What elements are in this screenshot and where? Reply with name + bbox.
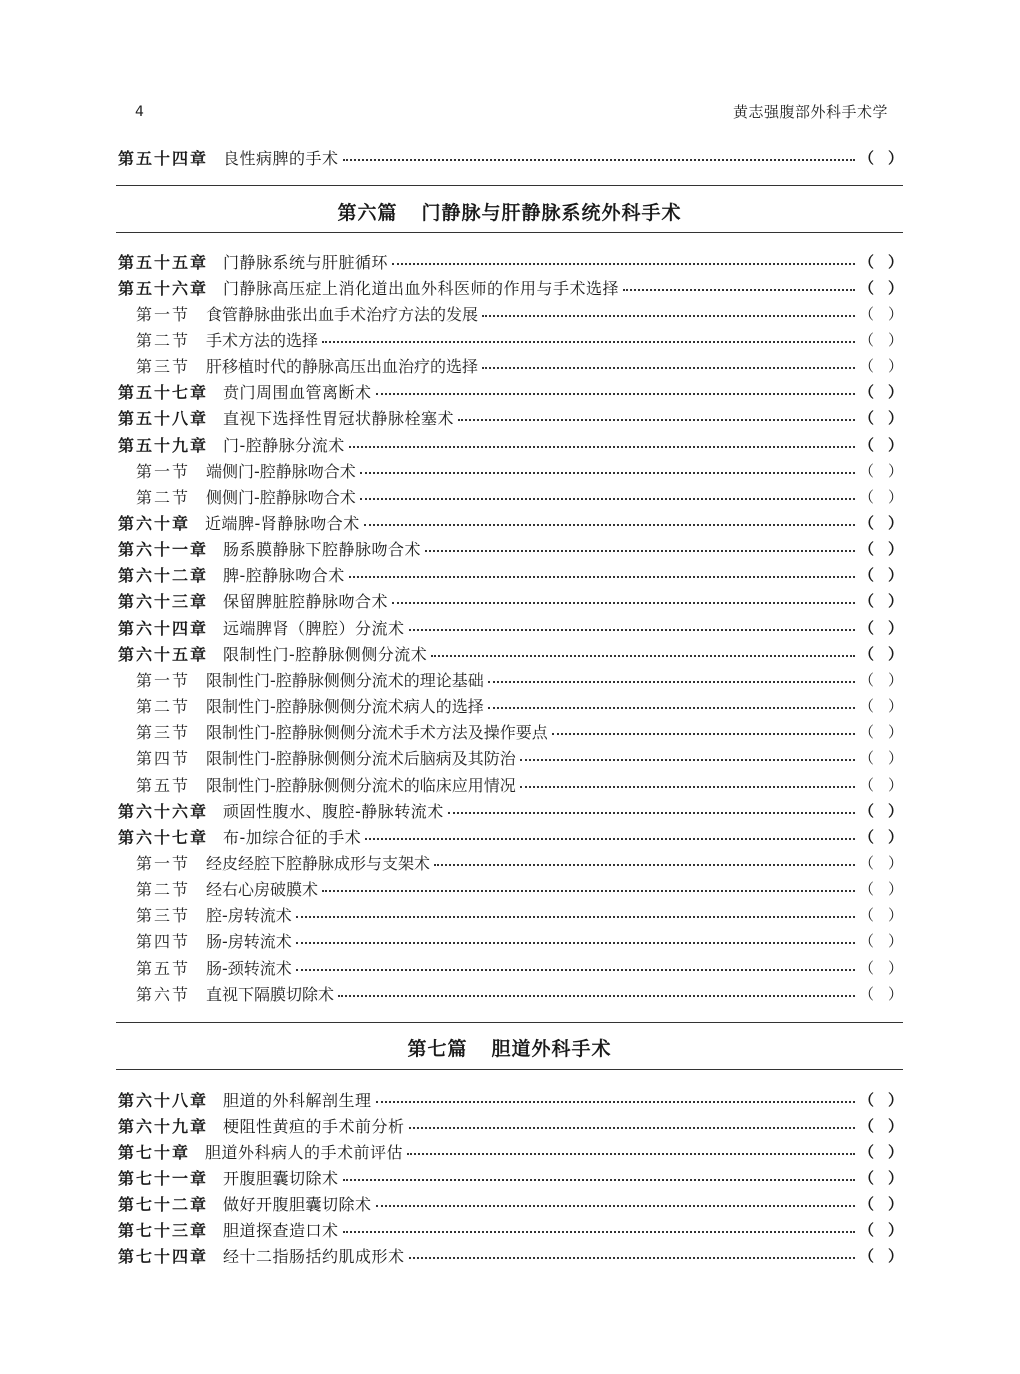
entry-label: 第四节 — [136, 749, 191, 769]
page-ref-open: （ — [859, 906, 875, 925]
page-ref-close: ） — [887, 566, 903, 585]
entry-title: 侧侧门-腔静脉吻合术 — [206, 487, 356, 507]
dot-leader — [488, 706, 855, 709]
page-ref-placeholder — [859, 303, 903, 324]
dot-leader — [338, 994, 855, 997]
dot-leader — [365, 837, 855, 840]
page-ref-open: （ — [859, 566, 875, 585]
entry-label: 第三节 — [136, 357, 191, 377]
page-ref-close: ） — [887, 1221, 903, 1240]
horizontal-rule — [116, 232, 903, 233]
page-ref-close: ） — [887, 670, 903, 689]
entry-title: 贲门周围血管离断术 — [223, 383, 372, 403]
page-ref-close: ） — [887, 644, 903, 663]
page-ref-placeholder — [859, 512, 903, 533]
page-ref-close: ） — [887, 906, 903, 925]
page-ref-close: ） — [887, 383, 903, 402]
toc-chapter-entry — [118, 405, 903, 431]
entry-label: 第五十八章 — [118, 409, 209, 429]
page-ref-close: ） — [887, 540, 903, 559]
toc-section-entry — [118, 353, 903, 379]
entry-title: 良性病脾的手术 — [223, 148, 339, 168]
page-ref-open: （ — [859, 1247, 875, 1266]
part-heading — [116, 198, 903, 225]
horizontal-rule — [116, 1022, 903, 1023]
entry-label: 第六十七章 — [118, 827, 209, 847]
entry-label: 第七十二章 — [118, 1195, 209, 1215]
entry-title: 肠-颈转流术 — [206, 958, 292, 978]
page-ref-open: （ — [859, 670, 875, 689]
toc-section-entry — [118, 300, 903, 326]
entry-label: 第六十章 — [118, 514, 191, 533]
page-ref-open: （ — [859, 435, 875, 454]
page-ref-placeholder — [859, 747, 903, 768]
page-ref-open: （ — [859, 775, 875, 794]
page-ref-close: ） — [887, 1247, 903, 1266]
entry-label: 第五十五章 — [118, 252, 209, 272]
dot-leader — [458, 418, 855, 421]
page-ref-close: ） — [887, 461, 903, 480]
dot-leader — [482, 366, 855, 369]
dot-leader — [322, 889, 855, 892]
entry-label: 第四节 — [136, 932, 191, 952]
entry-label: 第六十九章 — [118, 1116, 209, 1136]
page-ref-close: ） — [887, 723, 903, 742]
page-ref-placeholder — [859, 1193, 903, 1214]
entry-title: 肠系膜静脉下腔静脉吻合术 — [223, 540, 422, 560]
entry-title: 限制性门-腔静脉侧侧分流术后脑病及其防治 — [206, 749, 516, 769]
entry-label: 第五十四章 — [118, 148, 209, 168]
toc-chapter-entry — [118, 588, 903, 614]
page-ref-open: （ — [859, 409, 875, 428]
entry-title: 限制性门-腔静脉侧侧分流术 — [223, 644, 428, 664]
page-ref-placeholder — [859, 590, 903, 611]
page-ref-placeholder — [859, 434, 903, 455]
dot-leader — [552, 732, 855, 735]
toc-chapter-entry — [118, 1164, 903, 1190]
dot-leader — [376, 1204, 855, 1207]
toc-chapter-entry — [118, 431, 903, 457]
page-ref-placeholder — [859, 904, 903, 925]
entry-title: 布-加综合征的手术 — [223, 827, 362, 847]
entry-label: 第六十四章 — [118, 618, 209, 638]
entry-title: 肠-房转流术 — [206, 932, 292, 952]
toc-section-entry — [118, 457, 903, 483]
page-ref-open: （ — [859, 618, 875, 637]
page-ref-close: ） — [887, 435, 903, 454]
page-ref-open: （ — [859, 880, 875, 899]
dot-leader — [409, 1126, 855, 1129]
page-ref-close: ） — [887, 775, 903, 794]
page-ref-open: （ — [859, 801, 875, 820]
entry-label: 第六十三章 — [118, 592, 209, 612]
dot-leader — [409, 628, 855, 631]
page-ref-close: ） — [887, 1168, 903, 1187]
toc-section-entry — [118, 745, 903, 771]
page-ref-open: （ — [859, 984, 875, 1003]
page-ref-placeholder — [859, 852, 903, 873]
entry-title: 经十二指肠括约肌成形术 — [223, 1247, 405, 1267]
page-ref-close: ） — [887, 148, 903, 167]
page-ref-open: （ — [859, 278, 875, 297]
part-label: 第六篇 — [337, 202, 398, 224]
toc-section-entry — [118, 876, 903, 902]
entry-label: 第六十一章 — [118, 540, 209, 560]
page-ref-open: （ — [859, 749, 875, 768]
dot-leader — [520, 758, 855, 761]
page-ref-close: ） — [887, 1116, 903, 1135]
dot-leader — [376, 392, 855, 395]
dot-leader — [343, 158, 855, 161]
page-ref-placeholder — [859, 930, 903, 951]
toc-section-entry — [118, 980, 903, 1006]
page-ref-close: ） — [887, 487, 903, 506]
page-ref-close: ） — [887, 618, 903, 637]
toc-section-entry — [118, 693, 903, 719]
entry-label: 第一节 — [136, 670, 191, 690]
page-ref-placeholder — [859, 355, 903, 376]
page-ref-open: （ — [859, 148, 875, 167]
page-ref-placeholder — [859, 721, 903, 742]
toc-chapter-entry — [118, 640, 903, 666]
dot-leader — [360, 497, 855, 500]
dot-leader — [343, 1230, 855, 1233]
page-ref-close: ） — [887, 252, 903, 271]
page-ref-open: （ — [859, 592, 875, 611]
toc-section-entry — [118, 902, 903, 928]
toc-chapter-entry — [118, 274, 903, 300]
page-ref-open: （ — [859, 1116, 875, 1135]
entry-title: 胆道探查造口术 — [223, 1221, 339, 1241]
page-ref-close: ） — [887, 592, 903, 611]
page-ref-close: ） — [887, 958, 903, 977]
toc-chapter-entry — [118, 510, 903, 536]
entry-label: 第二节 — [136, 880, 191, 900]
horizontal-rule — [116, 1069, 903, 1070]
page-ref-placeholder — [859, 564, 903, 585]
toc-chapter-entry — [118, 823, 903, 849]
entry-title: 限制性门-腔静脉侧侧分流术的临床应用情况 — [206, 775, 516, 795]
entry-title: 远端脾肾（脾腔）分流术 — [223, 618, 405, 638]
page-ref-open: （ — [859, 1221, 875, 1240]
dot-leader — [623, 288, 855, 291]
page-ref-close: ） — [887, 853, 903, 872]
dot-leader — [448, 811, 855, 814]
page-ref-placeholder — [859, 147, 903, 168]
page-ref-placeholder — [859, 1089, 903, 1110]
toc-chapter-entry — [118, 562, 903, 588]
part-title: 门静脉与肝静脉系统外科手术 — [421, 202, 682, 224]
page-ref-close: ） — [887, 749, 903, 768]
entry-label: 第二节 — [136, 487, 191, 507]
entry-title: 门静脉高压症上消化道出血外科医师的作用与手术选择 — [223, 278, 620, 298]
dot-leader — [296, 915, 855, 918]
entry-title: 手术方法的选择 — [206, 330, 319, 350]
entry-title: 脾-腔静脉吻合术 — [223, 566, 345, 586]
page-ref-placeholder — [859, 957, 903, 978]
toc-section-entry — [118, 849, 903, 875]
page-ref-placeholder — [859, 826, 903, 847]
page-ref-open: （ — [859, 1090, 875, 1109]
toc-chapter-entry — [118, 1086, 903, 1112]
page-ref-placeholder — [859, 277, 903, 298]
page-ref-close: ） — [887, 801, 903, 820]
page-ref-placeholder — [859, 381, 903, 402]
toc-chapter-entry — [118, 536, 903, 562]
page-ref-open: （ — [859, 827, 875, 846]
entry-label: 第六十六章 — [118, 801, 209, 821]
toc-section-entry — [118, 666, 903, 692]
entry-title: 直视下选择性胃冠状静脉栓塞术 — [223, 409, 455, 429]
dot-leader — [392, 601, 855, 604]
entry-title: 限制性门-腔静脉侧侧分流术手术方法及操作要点 — [206, 723, 548, 743]
page-ref-placeholder — [859, 1115, 903, 1136]
page-ref-close: ） — [887, 514, 903, 532]
dot-leader — [349, 575, 855, 578]
toc-chapter-entry — [118, 1138, 903, 1164]
entry-label: 第五十七章 — [118, 383, 209, 403]
page-ref-open: （ — [859, 252, 875, 271]
dot-leader — [296, 941, 855, 944]
entry-title: 保留脾脏腔静脉吻合术 — [223, 592, 389, 612]
page-ref-placeholder — [859, 643, 903, 664]
entry-title: 近端脾-肾静脉吻合术 — [205, 514, 360, 533]
entry-label: 第一节 — [136, 304, 191, 324]
dot-leader — [482, 314, 855, 317]
page-ref-open: （ — [859, 697, 875, 716]
toc-section-entry — [118, 771, 903, 797]
page-ref-close: ） — [887, 984, 903, 1003]
toc-section-entry — [118, 928, 903, 954]
page-ref-close: ） — [887, 357, 903, 376]
entry-title: 食管静脉曲张出血手术治疗方法的发展 — [206, 304, 479, 324]
entry-label: 第五十九章 — [118, 435, 209, 455]
page-ref-close: ） — [887, 409, 903, 428]
entry-label: 第二节 — [136, 697, 191, 717]
page-ref-placeholder — [859, 800, 903, 821]
page-ref-placeholder — [859, 1245, 903, 1266]
dot-leader — [392, 262, 855, 265]
entry-label: 第五节 — [136, 958, 191, 978]
toc-section-entry — [118, 483, 903, 509]
entry-label: 第一节 — [136, 461, 191, 481]
page-ref-open: （ — [859, 1168, 875, 1187]
page-ref-close: ） — [887, 278, 903, 297]
page-ref-close: ） — [887, 880, 903, 899]
page-ref-placeholder — [859, 486, 903, 507]
horizontal-rule — [116, 185, 903, 186]
entry-label: 第六节 — [136, 984, 191, 1004]
entry-title: 经皮经腔下腔静脉成形与支架术 — [206, 853, 431, 873]
entry-label: 第六十二章 — [118, 566, 209, 586]
page-ref-open: （ — [859, 853, 875, 872]
toc-chapter-entry — [118, 379, 903, 405]
entry-label: 第七十一章 — [118, 1168, 209, 1188]
page-ref-placeholder — [859, 983, 903, 1004]
page-ref-placeholder — [859, 407, 903, 428]
entry-title: 腔-房转流术 — [206, 906, 292, 926]
dot-leader — [376, 1100, 855, 1103]
dot-leader — [407, 1152, 855, 1155]
page-ref-open: （ — [859, 304, 875, 323]
toc-chapter-entry — [118, 1191, 903, 1217]
page-ref-open: （ — [859, 723, 875, 742]
page-ref-placeholder — [859, 329, 903, 350]
entry-label: 第一节 — [136, 853, 191, 873]
page-ref-open: （ — [859, 357, 875, 376]
page-ref-placeholder — [859, 1219, 903, 1240]
entry-title: 限制性门-腔静脉侧侧分流术病人的选择 — [206, 697, 484, 717]
dot-leader — [409, 1256, 855, 1259]
entry-label: 第六十五章 — [118, 644, 209, 664]
part-title: 胆道外科手术 — [491, 1038, 612, 1060]
dot-leader — [360, 471, 855, 474]
dot-leader — [296, 968, 855, 971]
entry-title: 梗阻性黄疸的手术前分析 — [223, 1116, 405, 1136]
entry-title: 肝移植时代的静脉高压出血治疗的选择 — [206, 357, 479, 377]
entry-label: 第二节 — [136, 330, 191, 350]
dot-leader — [520, 785, 855, 788]
page-ref-placeholder — [859, 695, 903, 716]
entry-title: 顽固性腹水、腹腔-静脉转流术 — [223, 801, 444, 821]
toc-section-entry — [118, 954, 903, 980]
entry-title: 胆道的外科解剖生理 — [223, 1090, 372, 1110]
page-ref-placeholder — [859, 878, 903, 899]
page-number: 4 — [135, 104, 144, 120]
entry-label: 第三节 — [136, 906, 191, 926]
running-head: 黄志强腹部外科手术学 — [732, 103, 888, 121]
entry-title: 直视下隔膜切除术 — [206, 984, 335, 1004]
page-ref-close: ） — [887, 827, 903, 846]
page-ref-open: （ — [859, 644, 875, 663]
page-ref-open: （ — [859, 514, 875, 532]
page-ref-open: （ — [859, 330, 875, 349]
entry-title: 做好开腹胆囊切除术 — [223, 1195, 372, 1215]
entry-label: 第六十八章 — [118, 1090, 209, 1110]
page-ref-close: ） — [887, 330, 903, 349]
entry-label: 第七十四章 — [118, 1247, 209, 1267]
page-ref-open: （ — [859, 383, 875, 402]
toc-section-entry — [118, 719, 903, 745]
entry-label: 第五十六章 — [118, 278, 209, 298]
page-ref-close: ） — [887, 1090, 903, 1109]
toc-chapter-entry — [118, 248, 903, 274]
entry-label: 第七十三章 — [118, 1221, 209, 1241]
page-ref-open: （ — [859, 461, 875, 480]
page-ref-placeholder — [859, 251, 903, 272]
toc-chapter-entry — [118, 797, 903, 823]
entry-title: 胆道外科病人的手术前评估 — [205, 1142, 404, 1162]
entry-title: 经右心房破膜术 — [206, 880, 319, 900]
page-ref-placeholder — [859, 669, 903, 690]
page-ref-open: （ — [859, 1142, 875, 1161]
dot-leader — [488, 680, 855, 683]
page-ref-open: （ — [859, 932, 875, 951]
toc-chapter-entry — [118, 614, 903, 640]
entry-title: 限制性门-腔静脉侧侧分流术的理论基础 — [206, 670, 484, 690]
page-ref-close: ） — [887, 932, 903, 951]
page-ref-close: ） — [887, 1142, 903, 1161]
toc-section-entry — [118, 326, 903, 352]
dot-leader — [349, 445, 855, 448]
page-ref-placeholder — [859, 538, 903, 559]
page-ref-close: ） — [887, 304, 903, 323]
entry-label: 第五节 — [136, 775, 191, 795]
page-ref-placeholder — [859, 617, 903, 638]
dot-leader — [425, 549, 855, 552]
page-ref-placeholder — [859, 460, 903, 481]
toc-chapter-entry — [118, 1112, 903, 1138]
entry-title: 门-腔静脉分流术 — [223, 435, 345, 455]
page-ref-close: ） — [887, 697, 903, 716]
toc-chapter-entry — [118, 1217, 903, 1243]
entry-label: 第三节 — [136, 723, 191, 743]
dot-leader — [434, 863, 855, 866]
dot-leader — [364, 523, 855, 526]
page-ref-placeholder — [859, 1141, 903, 1162]
page-ref-open: （ — [859, 958, 875, 977]
entry-title: 开腹胆囊切除术 — [223, 1168, 339, 1188]
dot-leader — [431, 654, 855, 657]
toc-chapter-entry — [118, 144, 903, 170]
page-ref-close: ） — [887, 1195, 903, 1214]
entry-title: 门静脉系统与肝脏循环 — [223, 252, 389, 272]
dot-leader — [322, 340, 855, 343]
part-label: 第七篇 — [407, 1038, 468, 1060]
page-ref-open: （ — [859, 1195, 875, 1214]
page-ref-open: （ — [859, 487, 875, 506]
dot-leader — [343, 1178, 855, 1181]
part-heading — [116, 1034, 903, 1061]
toc-chapter-entry — [118, 1243, 903, 1269]
entry-label: 第七十章 — [118, 1142, 191, 1162]
page-ref-placeholder — [859, 774, 903, 795]
page-ref-open: （ — [859, 540, 875, 559]
entry-title: 端侧门-腔静脉吻合术 — [206, 461, 356, 481]
page-ref-placeholder — [859, 1167, 903, 1188]
